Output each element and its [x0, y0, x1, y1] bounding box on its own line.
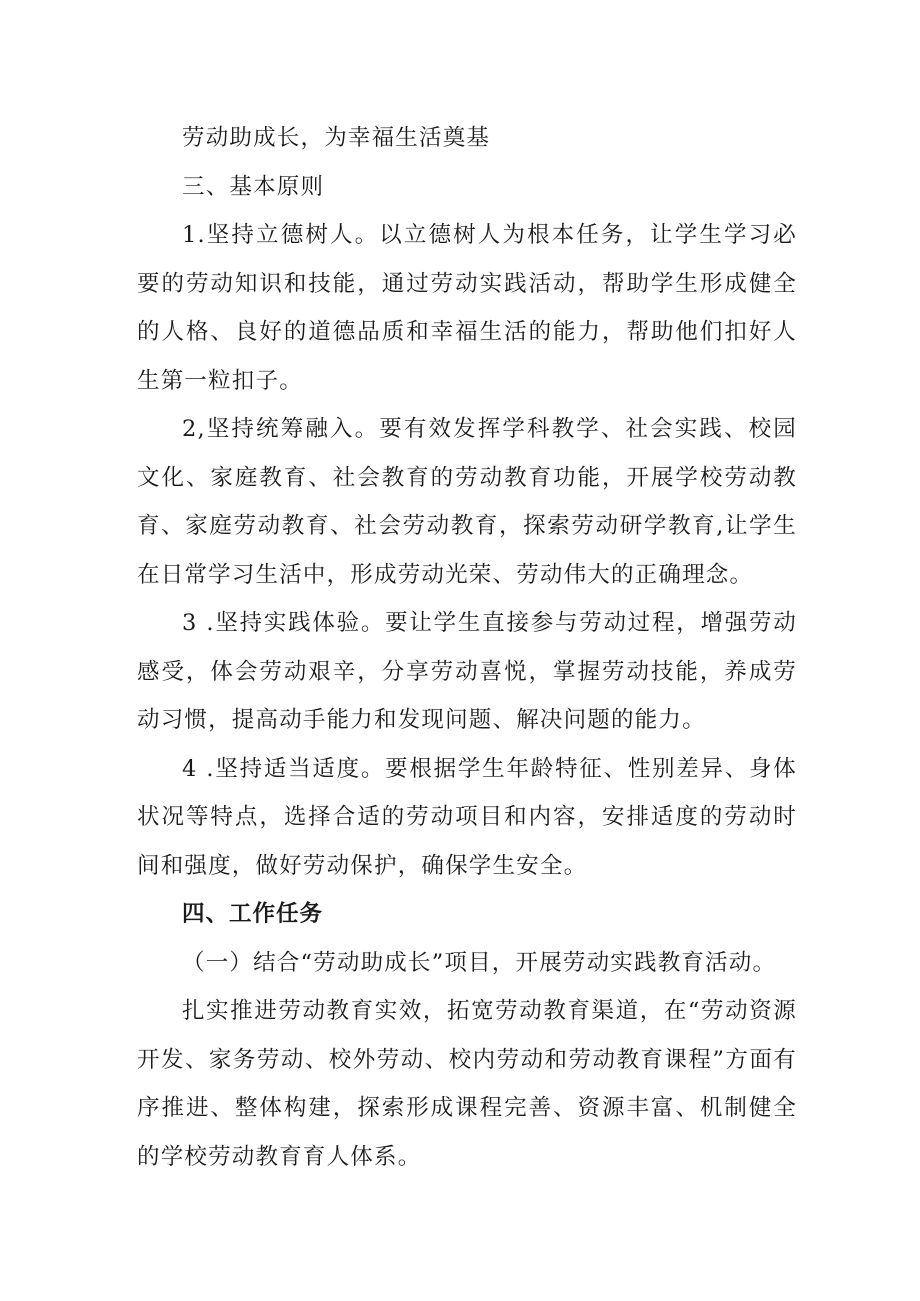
principle-1-paragraph: 1.坚持立德树人。以立德树人为根本任务，让学生学习必要的劳动知识和技能，通过劳动实践活动，帮助学生形成健全的人格、良好的道德品质和幸福生活的能力，帮助他们扣好人生第一粒扣子。: [137, 222, 797, 394]
section-heading-tasks: 四、工作任务: [182, 901, 324, 927]
motto-line: 劳动助成长，为幸福生活奠基: [182, 125, 491, 151]
principle-2-paragraph: 2,坚持统筹融入。要有效发挥学科教学、社会实践、校园文化、家庭教育、社会教育的劳动教育功能，开展学校劳动教育、家庭劳动教育、社会劳动教育，探索劳动研学教育,让学生在日常学习生活中，形成劳动光荣、劳动伟大的正确理念。: [137, 416, 797, 588]
task-1-paragraph: 扎实推进劳动教育实效，拓宽劳动教育渠道，在“劳动资源开发、家务劳动、校外劳动、校内劳动和劳动教育课程”方面有序推进、整体构建，探索形成课程完善、资源丰富、机制健全的学校劳动教育育人体系。: [137, 998, 797, 1170]
principle-4-paragraph: 4 .坚持适当适度。要根据学生年龄特征、性别差异、身体状况等特点，选择合适的劳动项目和内容，安排适度的劳动时间和强度，做好劳动保护，确保学生安全。: [137, 755, 797, 879]
document-body: [137, 114, 797, 1181]
task-1-heading: （一）结合“劳动助成长”项目，开展劳动实践教育活动。: [182, 949, 777, 976]
section-heading-principles: 三、基本原则: [182, 173, 325, 200]
principle-3-paragraph: 3 .坚持实践体验。要让学生直接参与劳动过程，增强劳动感受，体会劳动艰辛，分享劳动喜悦，掌握劳动技能，养成劳动习惯，提高动手能力和发现问题、解决问题的能力。: [137, 610, 797, 733]
